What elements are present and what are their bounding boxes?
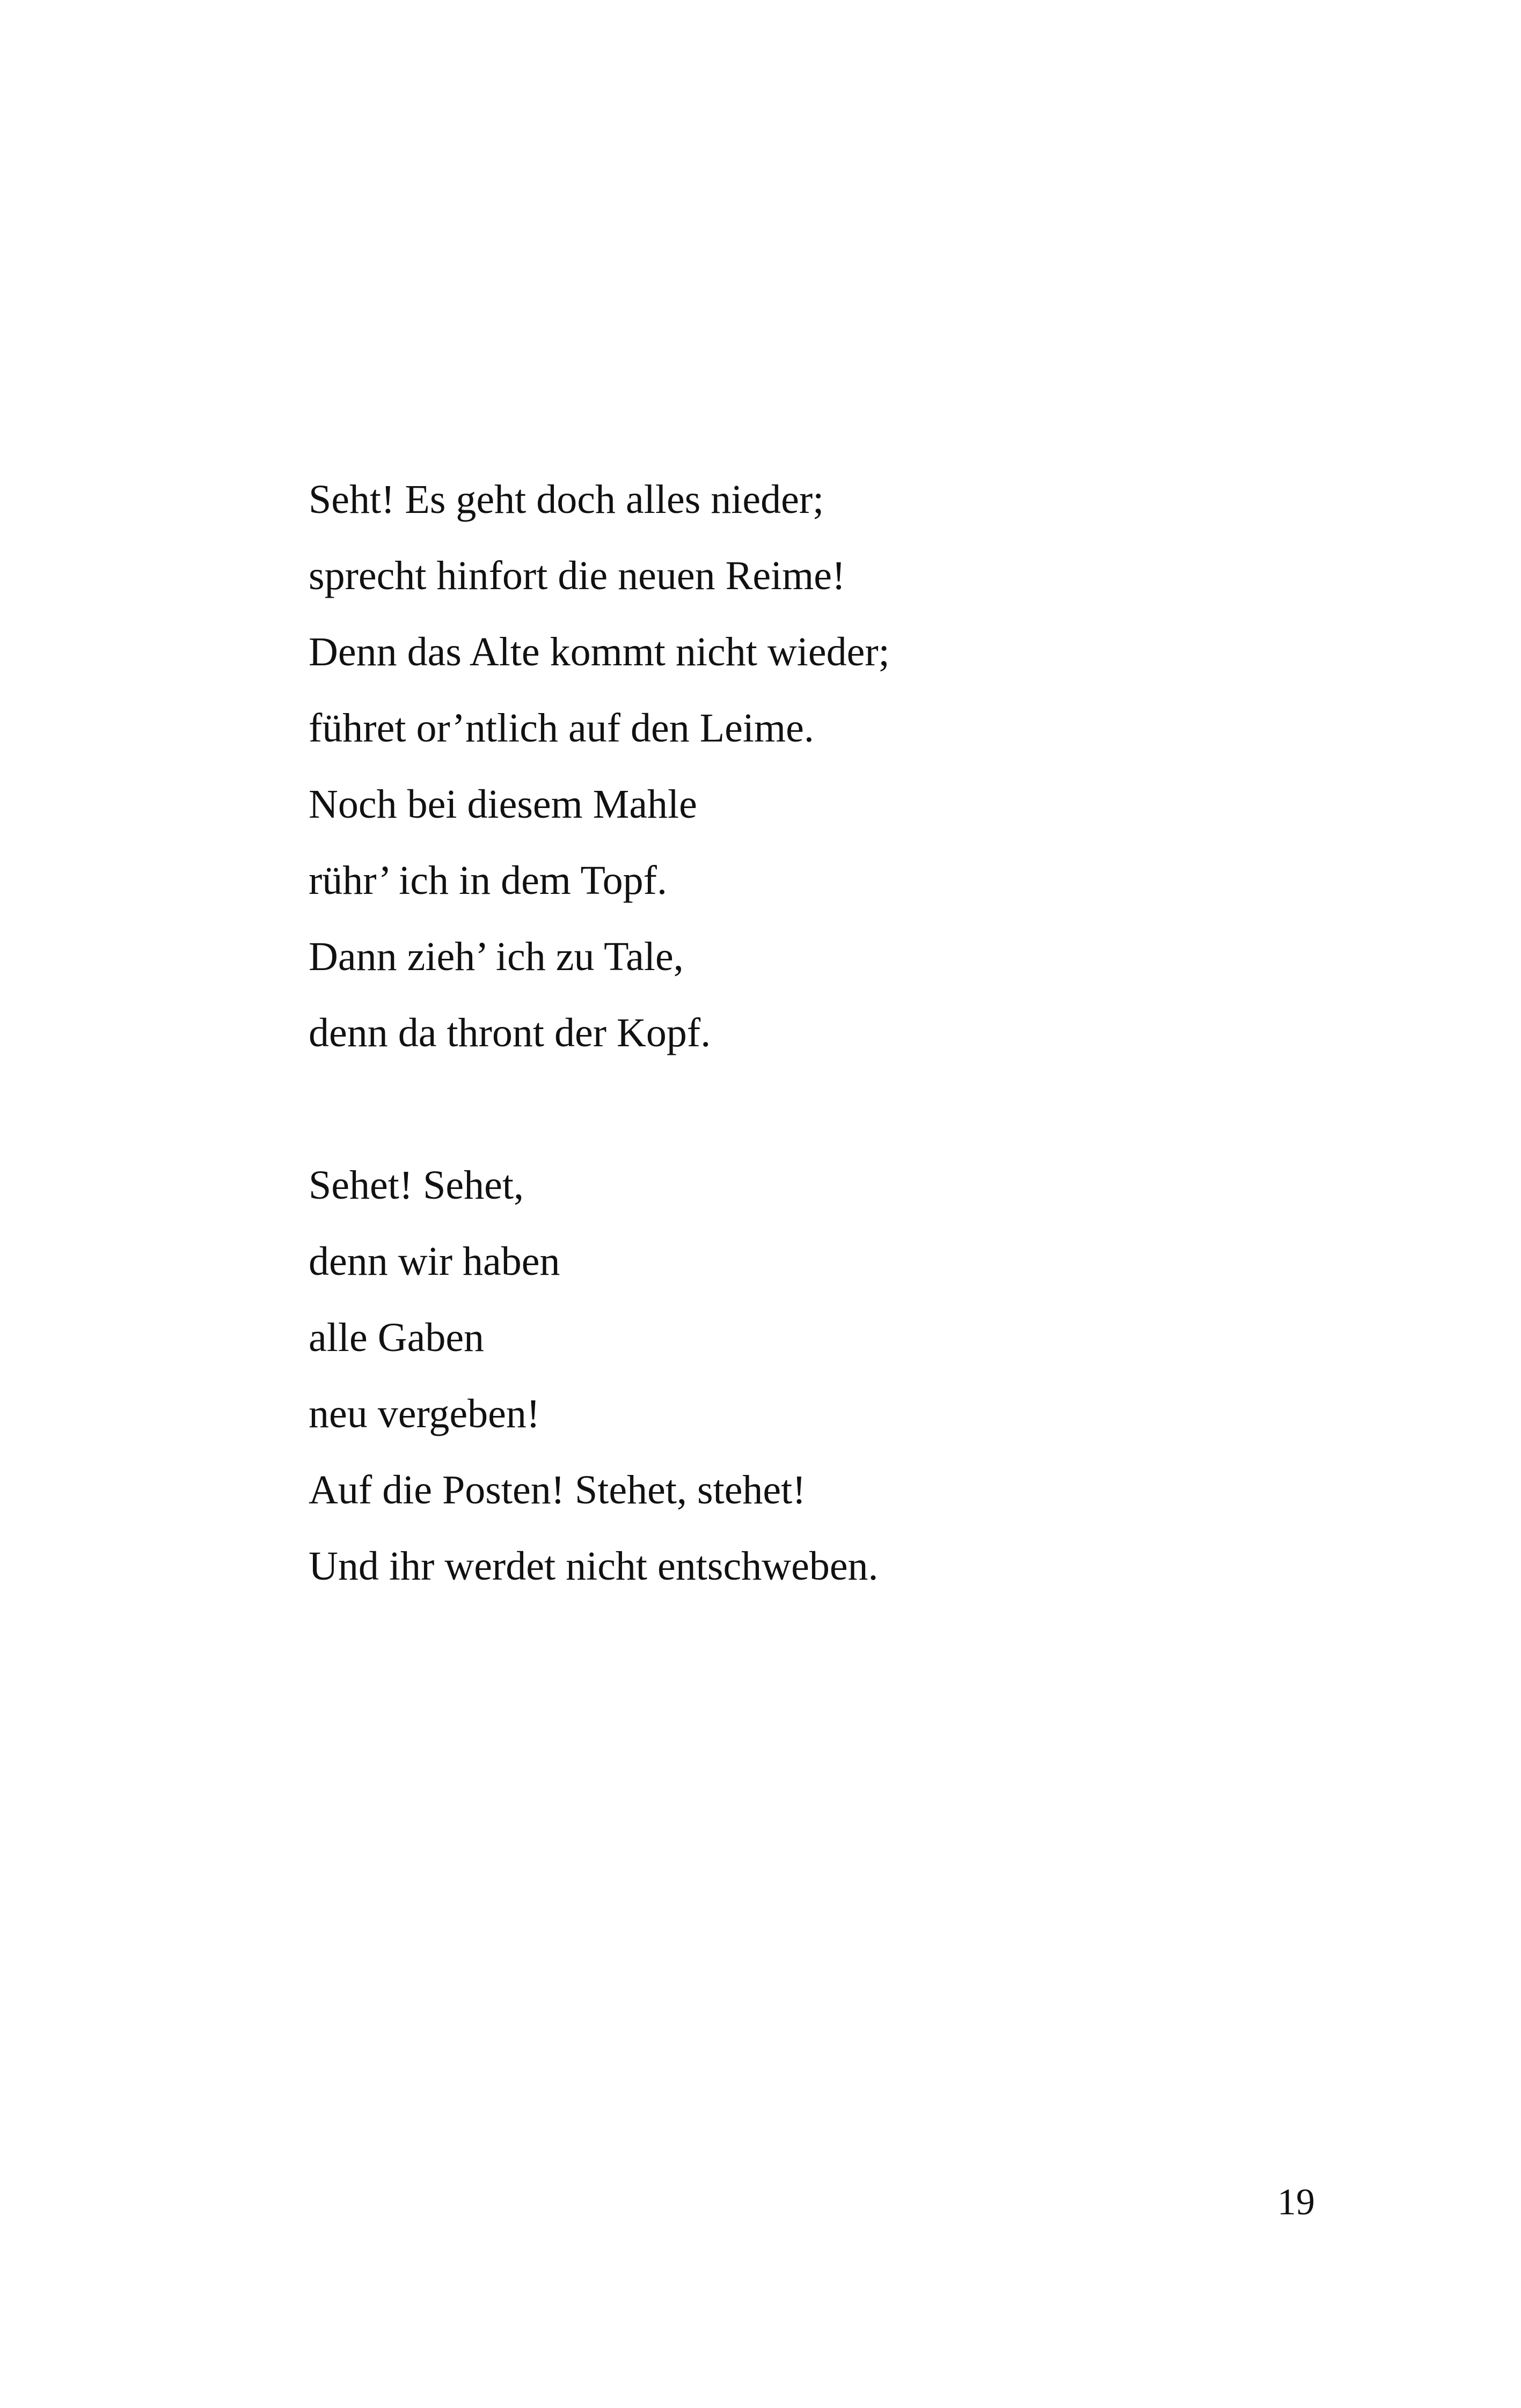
poem-line: alle Gaben [309, 1315, 485, 1360]
stanza-2 [309, 1147, 1382, 1604]
poem-line: denn wir haben [309, 1239, 560, 1284]
poem-line: Noch bei diesem Mahle [309, 782, 697, 827]
stanza-1 [309, 461, 1382, 1071]
poem-line: Und ihr werdet nicht entschweben. [309, 1544, 879, 1589]
poem-line: führet or’ntlich auf den Leime. [309, 706, 814, 751]
poem-line: Sehet! Sehet, [309, 1163, 524, 1208]
poem-line: sprecht hinfort die neuen Reime! [309, 553, 846, 598]
poem-line: Seht! Es geht doch alles nieder; [309, 477, 824, 522]
poem-line: denn da thront der Kopf. [309, 1010, 711, 1055]
poem-line: Auf die Posten! Stehet, stehet! [309, 1467, 806, 1513]
poem [309, 461, 1382, 1604]
poem-line: Dann zieh’ ich zu Tale, [309, 934, 684, 979]
page-number: 19 [1277, 2182, 1315, 2223]
poem-line: rühr’ ich in dem Topf. [309, 858, 667, 903]
poem-line: neu vergeben! [309, 1391, 540, 1436]
poem-line: Denn das Alte kommt nicht wieder; [309, 629, 890, 674]
